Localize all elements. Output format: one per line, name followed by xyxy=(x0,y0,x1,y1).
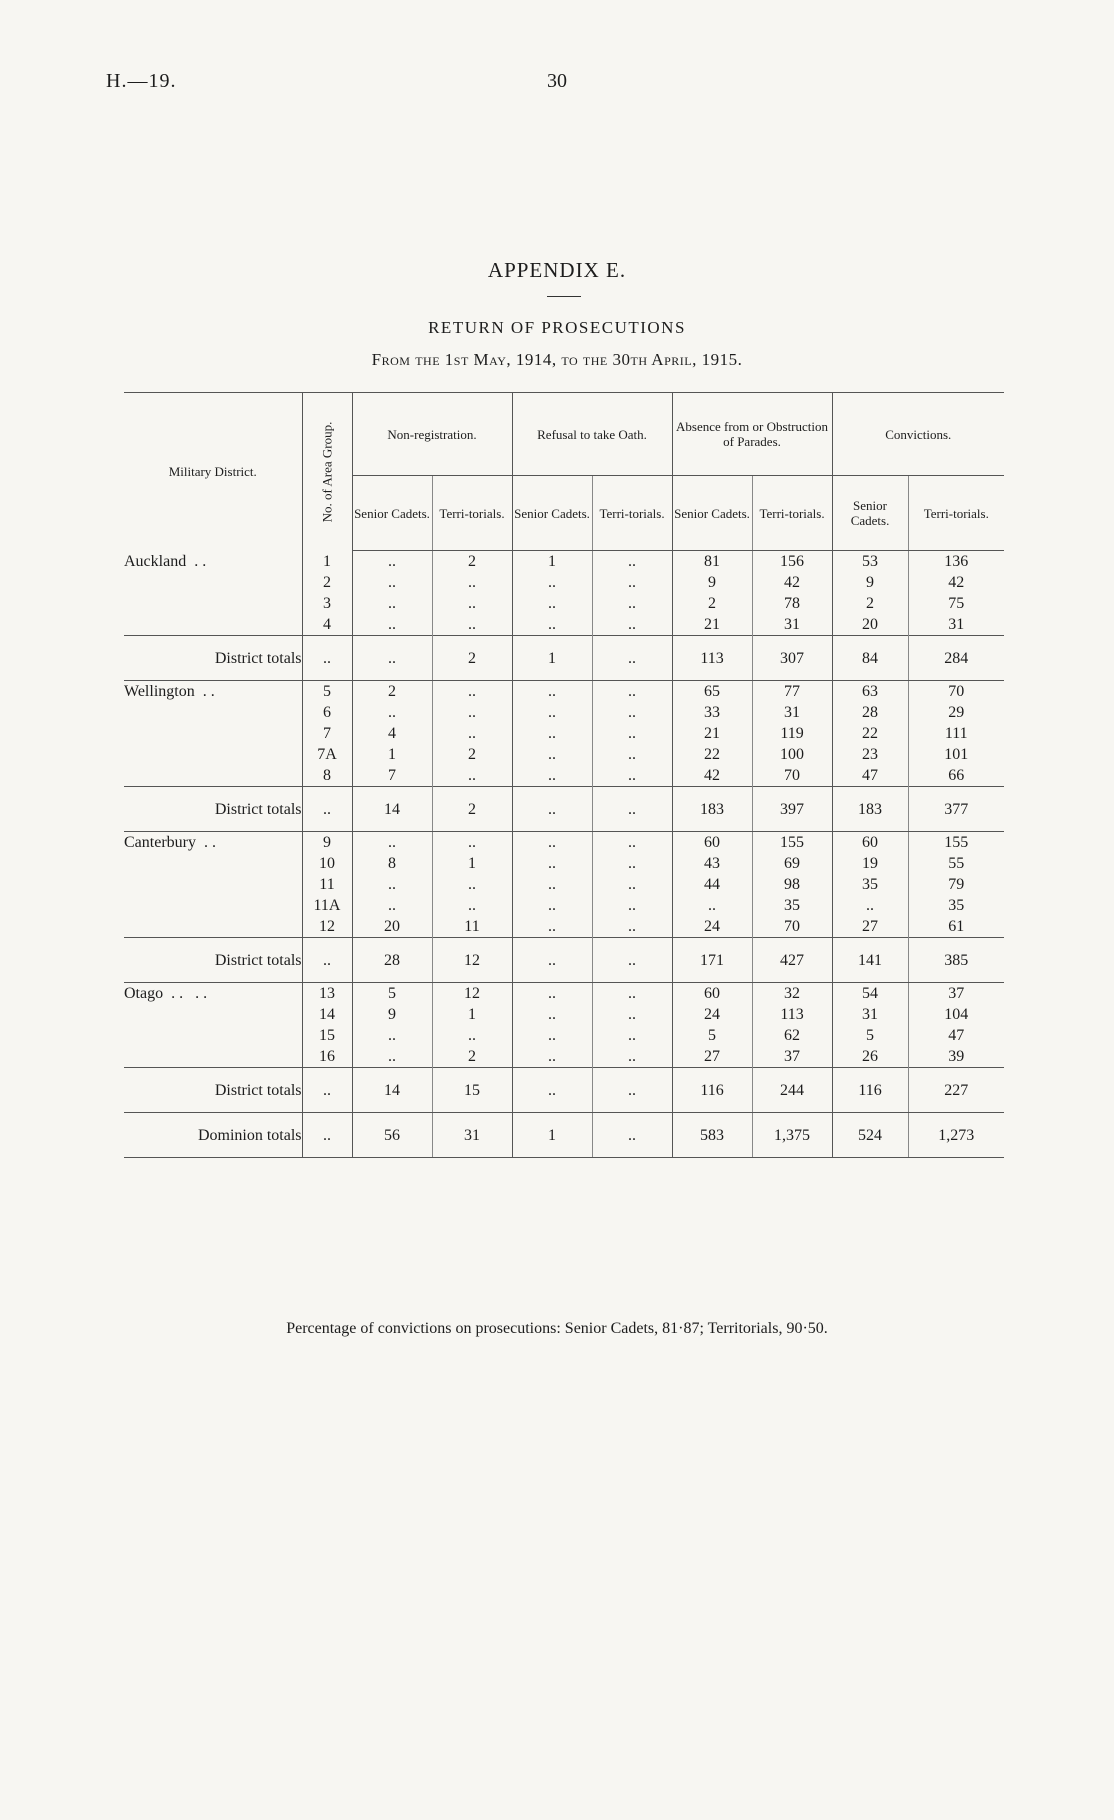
value-column xyxy=(832,832,908,938)
value-cell: .. xyxy=(388,876,396,893)
total-cell: .. xyxy=(302,1113,352,1158)
district-totals-label: District totals xyxy=(124,787,302,832)
value-cell: .. xyxy=(468,574,476,591)
value-cell: .. xyxy=(468,704,476,721)
area-group-numbers xyxy=(302,832,352,938)
header-military-district: Military District. xyxy=(168,464,257,480)
value-cell: 35 xyxy=(948,897,965,914)
value-cell: 70 xyxy=(948,683,965,700)
header-convictions: Convictions. xyxy=(832,393,1004,476)
district-totals-row xyxy=(124,938,1004,983)
value-cell: 23 xyxy=(862,746,879,763)
header-refusal-oath: Refusal to take Oath. xyxy=(512,393,672,476)
value-cell: 42 xyxy=(704,767,721,784)
value-column xyxy=(352,983,432,1068)
dominion-totals-row-label: Dominion totals xyxy=(124,1113,302,1158)
value-cell: .. xyxy=(548,897,557,914)
value-column xyxy=(672,832,752,938)
value-cell: 33 xyxy=(704,704,721,721)
total-cell: 14 xyxy=(352,787,432,832)
value-cell: 35 xyxy=(862,876,879,893)
value-cell: .. xyxy=(388,834,396,851)
value-column xyxy=(592,681,672,787)
value-cell: 62 xyxy=(784,1027,801,1044)
value-cell: 70 xyxy=(784,918,801,935)
value-cell: 21 xyxy=(704,616,721,633)
dot-leader: . . xyxy=(195,834,216,851)
total-cell: .. xyxy=(302,787,352,832)
value-column xyxy=(352,551,432,636)
value-cell: 113 xyxy=(780,1006,804,1023)
total-cell: 14 xyxy=(352,1068,432,1113)
value-cell: 44 xyxy=(704,876,721,893)
return-title: RETURN OF PROSECUTIONS xyxy=(428,318,686,337)
total-cell: .. xyxy=(512,787,592,832)
value-cell: 1 xyxy=(468,855,476,872)
total-cell: .. xyxy=(302,1068,352,1113)
total-cell: 2 xyxy=(432,636,512,681)
area-group-number: 3 xyxy=(323,594,331,612)
value-cell: .. xyxy=(628,985,637,1002)
value-cell: 5 xyxy=(388,985,396,1002)
value-cell: .. xyxy=(468,834,476,851)
value-column xyxy=(592,832,672,938)
subheader-territorials: Terri-torials. xyxy=(752,476,832,551)
header-area-group: No. of Area Group. xyxy=(302,393,352,551)
area-group-number: 15 xyxy=(319,1027,335,1044)
value-cell: 63 xyxy=(862,683,879,700)
value-cell: 9 xyxy=(388,1006,396,1023)
value-cell: .. xyxy=(548,1006,557,1023)
value-cell: 155 xyxy=(944,834,969,851)
value-cell: .. xyxy=(628,574,637,591)
total-cell: 113 xyxy=(672,636,752,681)
value-cell: 53 xyxy=(862,553,879,570)
total-cell: 427 xyxy=(752,938,832,983)
value-cell: 1 xyxy=(388,746,396,763)
subheader-territorials: Terri-torials. xyxy=(908,476,1004,551)
value-cell: 2 xyxy=(388,683,396,700)
value-cell: 12 xyxy=(464,985,480,1002)
value-cell: 69 xyxy=(784,855,801,872)
page-number: 30 xyxy=(547,70,567,92)
value-cell: .. xyxy=(628,918,637,935)
value-cell: 98 xyxy=(784,876,801,893)
district-section xyxy=(124,551,1004,636)
value-cell: .. xyxy=(388,595,396,612)
value-column xyxy=(832,551,908,636)
value-cell: .. xyxy=(548,1027,557,1044)
total-cell: 31 xyxy=(432,1113,512,1158)
area-group-number: 7 xyxy=(323,725,331,742)
subheader-senior-cadets: Senior Cadets. xyxy=(672,476,752,551)
total-cell: .. xyxy=(512,1068,592,1113)
total-cell: 524 xyxy=(832,1113,908,1158)
value-cell: 39 xyxy=(948,1048,965,1065)
date-range: From the 1st May, 1914, to the 30th April, 1915. xyxy=(371,350,743,369)
value-column xyxy=(672,983,752,1068)
value-cell: 9 xyxy=(708,574,717,591)
value-cell: 66 xyxy=(948,767,965,784)
value-cell: 42 xyxy=(784,574,801,591)
value-cell: .. xyxy=(628,855,637,872)
area-group-number: 1 xyxy=(323,552,331,570)
value-cell: .. xyxy=(628,1048,637,1065)
value-cell: .. xyxy=(548,595,557,612)
value-cell: 2 xyxy=(468,746,476,763)
value-column xyxy=(752,832,832,938)
value-cell: .. xyxy=(548,725,557,742)
value-cell: 156 xyxy=(780,553,805,570)
district-name xyxy=(124,983,302,1068)
value-cell: 26 xyxy=(862,1048,879,1065)
value-cell: 20 xyxy=(384,918,400,935)
total-cell: 1 xyxy=(512,1113,592,1158)
value-cell: 20 xyxy=(862,616,879,633)
value-column xyxy=(592,983,672,1068)
total-cell: 171 xyxy=(672,938,752,983)
area-group-numbers xyxy=(302,681,352,787)
value-cell: .. xyxy=(548,834,557,851)
value-column xyxy=(752,681,832,787)
value-cell: 31 xyxy=(862,1006,879,1023)
total-cell: 1 xyxy=(512,636,592,681)
value-cell: .. xyxy=(866,897,875,914)
value-cell: 78 xyxy=(784,595,801,612)
value-cell: 42 xyxy=(948,574,965,591)
area-group-number: 4 xyxy=(323,615,331,633)
value-cell: 111 xyxy=(944,725,968,742)
value-cell: 37 xyxy=(784,1048,801,1065)
value-cell: 5 xyxy=(708,1027,717,1044)
value-cell: 47 xyxy=(948,1027,965,1044)
value-cell: 37 xyxy=(948,985,965,1002)
dot-leader: . . xyxy=(186,552,207,570)
value-cell: 21 xyxy=(704,725,721,742)
value-cell: .. xyxy=(468,876,476,893)
district-section xyxy=(124,681,1004,787)
value-cell: .. xyxy=(468,725,476,742)
area-group-number: 9 xyxy=(323,834,331,851)
value-column xyxy=(908,832,1004,938)
area-group-number: 16 xyxy=(319,1048,335,1065)
value-cell: 60 xyxy=(704,985,721,1002)
value-cell: 27 xyxy=(704,1048,721,1065)
area-group-number: 8 xyxy=(323,767,331,784)
total-cell: .. xyxy=(512,938,592,983)
value-cell: .. xyxy=(388,553,396,570)
value-column xyxy=(512,551,592,636)
value-cell: .. xyxy=(388,1048,396,1065)
value-cell: 22 xyxy=(704,746,721,763)
value-cell: 2 xyxy=(866,595,875,612)
total-cell: .. xyxy=(592,787,672,832)
value-cell: .. xyxy=(468,1027,476,1044)
value-column xyxy=(908,983,1004,1068)
value-column xyxy=(512,832,592,938)
value-cell: .. xyxy=(628,897,637,914)
value-cell: 77 xyxy=(784,683,801,700)
value-cell: .. xyxy=(548,918,557,935)
value-cell: 47 xyxy=(862,767,879,784)
total-cell: .. xyxy=(592,1068,672,1113)
value-cell: .. xyxy=(388,1027,396,1044)
value-column xyxy=(352,832,432,938)
value-cell: .. xyxy=(468,595,476,612)
subheader-territorials: Terri-torials. xyxy=(592,476,672,551)
total-cell: .. xyxy=(592,636,672,681)
value-cell: .. xyxy=(548,683,557,700)
area-group-number: 7A xyxy=(317,746,337,763)
value-cell: .. xyxy=(628,767,637,784)
value-cell: 136 xyxy=(944,553,969,570)
area-group-numbers xyxy=(302,551,352,636)
value-cell: .. xyxy=(628,725,637,742)
value-cell: 28 xyxy=(862,704,879,721)
conviction-percentage-note: Percentage of convictions on prosecutions: Senior Cadets, 81·87; Territorials, 90·50. xyxy=(286,1320,828,1337)
value-cell: .. xyxy=(548,574,557,591)
prosecutions-table xyxy=(124,392,1004,1158)
total-cell: 377 xyxy=(908,787,1004,832)
total-cell: .. xyxy=(302,938,352,983)
total-cell: .. xyxy=(592,1113,672,1158)
total-cell: 15 xyxy=(432,1068,512,1113)
value-cell: 75 xyxy=(948,595,965,612)
value-cell: .. xyxy=(628,746,637,763)
value-cell: 1 xyxy=(548,553,557,570)
subheader-senior-cadets: Senior Cadets. xyxy=(512,476,592,551)
value-cell: .. xyxy=(628,704,637,721)
value-cell: 2 xyxy=(468,553,476,570)
value-cell: .. xyxy=(628,553,637,570)
value-cell: .. xyxy=(628,595,637,612)
district-name xyxy=(124,832,302,938)
value-cell: .. xyxy=(628,1006,637,1023)
value-cell: 79 xyxy=(948,876,965,893)
district-totals-row xyxy=(124,787,1004,832)
total-cell: 284 xyxy=(908,636,1004,681)
district-totals-label: District totals xyxy=(124,1068,302,1113)
value-cell: .. xyxy=(468,683,476,700)
value-cell: .. xyxy=(468,767,476,784)
header-absence-parades: Absence from or Obstruction of Parades. xyxy=(672,393,832,476)
area-group-number: 14 xyxy=(319,1006,335,1023)
district-totals-label: District totals xyxy=(124,636,302,681)
district-label: Wellington xyxy=(124,683,195,700)
district-section xyxy=(124,832,1004,938)
value-cell: .. xyxy=(468,616,476,633)
appendix-title: APPENDIX E. xyxy=(487,258,627,282)
value-cell: 55 xyxy=(948,855,965,872)
value-cell: 19 xyxy=(862,855,879,872)
value-cell: 101 xyxy=(944,746,969,763)
total-cell: 12 xyxy=(432,938,512,983)
value-column xyxy=(908,551,1004,636)
value-cell: .. xyxy=(548,876,557,893)
value-column xyxy=(752,983,832,1068)
total-cell: 116 xyxy=(832,1068,908,1113)
value-cell: .. xyxy=(388,897,396,914)
value-column xyxy=(432,983,512,1068)
value-cell: .. xyxy=(628,616,637,633)
total-cell: 397 xyxy=(752,787,832,832)
value-cell: 81 xyxy=(704,553,721,570)
value-cell: 2 xyxy=(468,1048,476,1065)
value-cell: .. xyxy=(628,876,637,893)
value-cell: 60 xyxy=(862,834,879,851)
total-cell: .. xyxy=(352,636,432,681)
value-cell: .. xyxy=(548,767,557,784)
area-group-numbers xyxy=(302,983,352,1068)
area-group-number: 12 xyxy=(319,918,335,935)
value-cell: 35 xyxy=(784,897,801,914)
value-cell: 27 xyxy=(862,918,879,935)
value-cell: 11 xyxy=(464,918,480,935)
dominion-totals-row xyxy=(124,1113,1004,1158)
district-section xyxy=(124,983,1004,1068)
value-column xyxy=(672,681,752,787)
value-cell: 4 xyxy=(388,725,396,742)
total-cell: 84 xyxy=(832,636,908,681)
value-cell: .. xyxy=(628,1027,637,1044)
value-column xyxy=(512,983,592,1068)
district-label: Canterbury xyxy=(124,834,196,851)
value-column xyxy=(908,681,1004,787)
district-name xyxy=(124,551,302,636)
value-column xyxy=(432,551,512,636)
total-cell: 307 xyxy=(752,636,832,681)
value-cell: 29 xyxy=(948,704,965,721)
total-cell: 141 xyxy=(832,938,908,983)
total-cell: 1,375 xyxy=(752,1113,832,1158)
value-cell: 31 xyxy=(784,704,801,721)
header-non-registration: Non-registration. xyxy=(352,393,512,476)
total-cell: 1,273 xyxy=(908,1113,1004,1158)
value-cell: 54 xyxy=(862,985,879,1002)
value-cell: 119 xyxy=(780,725,804,742)
value-cell: 9 xyxy=(866,574,875,591)
title-divider xyxy=(547,296,581,297)
area-group-number: 5 xyxy=(323,683,331,700)
area-group-number: 11 xyxy=(319,876,335,893)
value-column xyxy=(672,551,752,636)
value-cell: 32 xyxy=(784,985,801,1002)
district-label: Otago xyxy=(124,985,164,1002)
total-cell: 183 xyxy=(832,787,908,832)
value-cell: 100 xyxy=(780,746,805,763)
total-cell: .. xyxy=(592,938,672,983)
value-cell: 70 xyxy=(784,767,801,784)
total-cell: 227 xyxy=(908,1068,1004,1113)
total-cell: .. xyxy=(302,636,352,681)
total-cell: 385 xyxy=(908,938,1004,983)
value-cell: 1 xyxy=(468,1006,476,1023)
subheader-senior-cadets: Senior Cadets. xyxy=(832,476,908,551)
district-totals-label: District totals xyxy=(124,938,302,983)
district-totals-row xyxy=(124,636,1004,681)
value-cell: .. xyxy=(548,704,557,721)
district-totals-row xyxy=(124,1068,1004,1113)
value-cell: 155 xyxy=(780,834,805,851)
value-column xyxy=(432,832,512,938)
value-cell: 7 xyxy=(388,767,396,784)
subheader-senior-cadets: Senior Cadets. xyxy=(352,476,432,551)
value-cell: .. xyxy=(548,985,557,1002)
subheader-territorials: Terri-torials. xyxy=(432,476,512,551)
value-cell: 65 xyxy=(704,683,721,700)
value-cell: 104 xyxy=(944,1006,969,1023)
area-group-number: 2 xyxy=(323,573,331,591)
value-column xyxy=(352,681,432,787)
value-cell: .. xyxy=(388,616,396,633)
value-cell: 60 xyxy=(704,834,721,851)
value-cell: 24 xyxy=(704,1006,721,1023)
dot-leader: . . . . xyxy=(163,985,208,1002)
table-body xyxy=(124,551,1004,1158)
total-cell: 56 xyxy=(352,1113,432,1158)
value-cell: 43 xyxy=(704,855,721,872)
value-cell: .. xyxy=(628,683,637,700)
dot-leader: . . xyxy=(194,683,215,700)
total-cell: 116 xyxy=(672,1068,752,1113)
value-column xyxy=(832,983,908,1068)
value-cell: 8 xyxy=(388,855,396,872)
area-group-number: 10 xyxy=(319,855,335,872)
value-column xyxy=(752,551,832,636)
value-cell: .. xyxy=(548,1048,557,1065)
value-column xyxy=(512,681,592,787)
value-cell: .. xyxy=(548,746,557,763)
area-group-number: 13 xyxy=(319,985,335,1002)
value-cell: 2 xyxy=(708,595,717,612)
value-column xyxy=(592,551,672,636)
total-cell: 583 xyxy=(672,1113,752,1158)
value-cell: 31 xyxy=(948,616,965,633)
total-cell: 183 xyxy=(672,787,752,832)
value-cell: .. xyxy=(628,834,637,851)
total-cell: 244 xyxy=(752,1068,832,1113)
value-cell: .. xyxy=(708,897,717,914)
value-cell: 24 xyxy=(704,918,721,935)
value-cell: 5 xyxy=(866,1027,875,1044)
total-cell: 28 xyxy=(352,938,432,983)
total-cell: 2 xyxy=(432,787,512,832)
district-name xyxy=(124,681,302,787)
value-cell: 22 xyxy=(862,725,879,742)
value-column xyxy=(832,681,908,787)
district-label: Auckland xyxy=(124,552,187,570)
value-cell: .. xyxy=(388,574,396,591)
area-group-number: 11A xyxy=(313,897,341,914)
value-cell: 61 xyxy=(948,918,965,935)
page-reference: H.—19. xyxy=(106,70,177,92)
value-cell: .. xyxy=(548,855,557,872)
value-cell: .. xyxy=(388,704,396,721)
value-cell: .. xyxy=(468,897,476,914)
value-column xyxy=(432,681,512,787)
value-cell: .. xyxy=(548,616,557,633)
value-cell: 31 xyxy=(784,616,801,633)
area-group-number: 6 xyxy=(323,704,331,721)
